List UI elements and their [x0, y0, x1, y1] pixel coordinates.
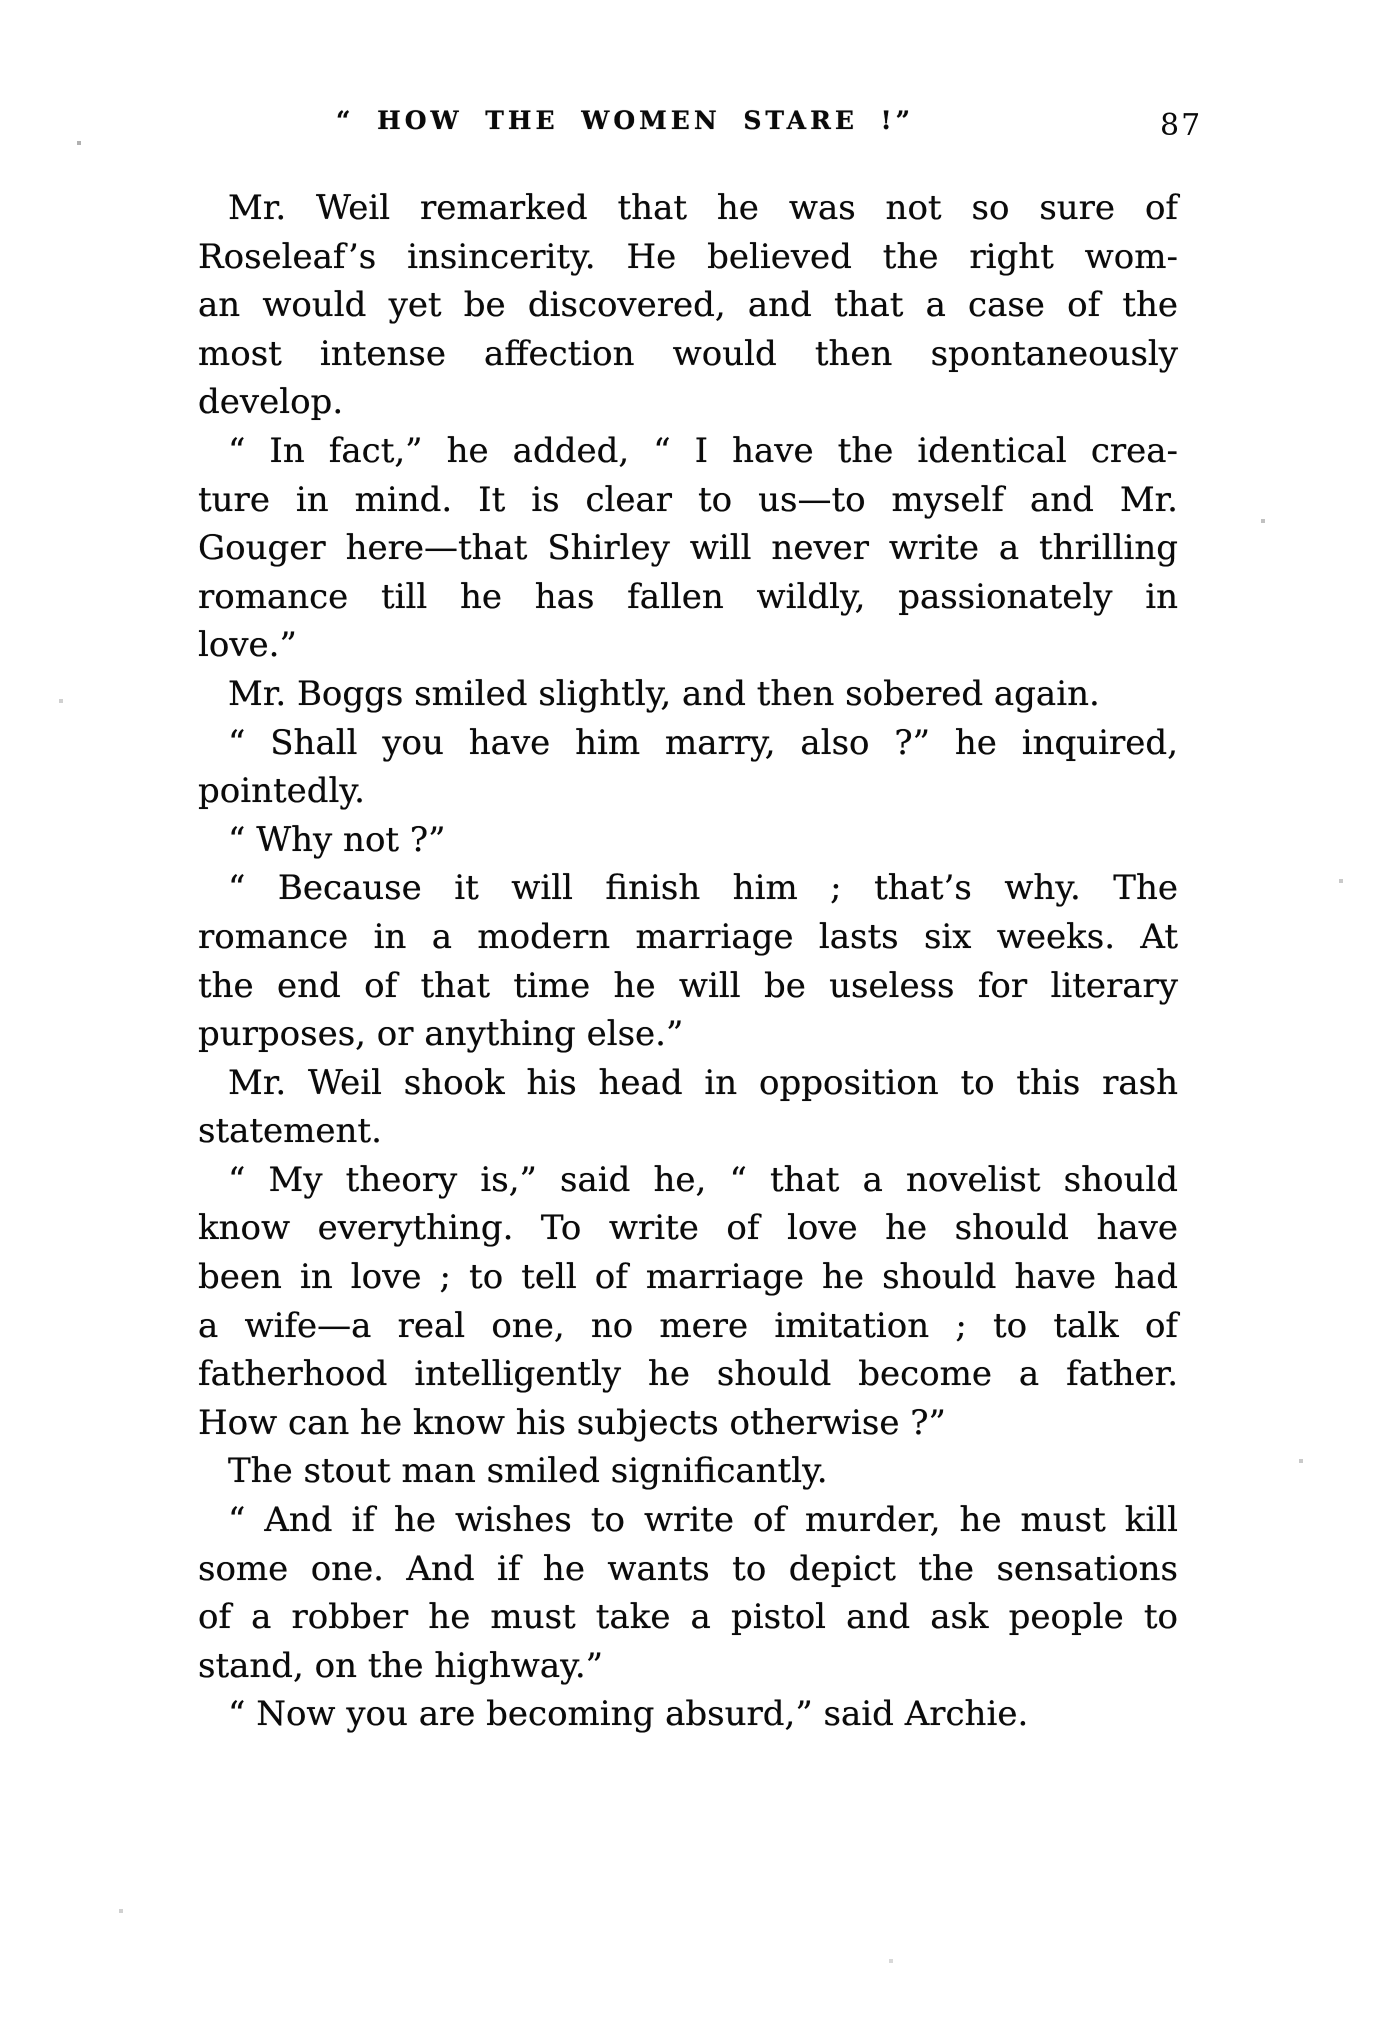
text-line: of a robber he must take a pistol and ask people to — [198, 1597, 1178, 1638]
text-line: romance in a modern marriage lasts six weeks. At — [198, 916, 1178, 957]
text-line: How can he know his subjects otherwise ?” — [198, 1402, 946, 1443]
paragraph — [198, 1496, 1178, 1690]
text-line: “ Now you are becoming absurd,” said Archie. — [228, 1694, 1029, 1735]
text-line: “ And if he wishes to write of murder, he must kill — [228, 1500, 1178, 1541]
page-body — [198, 184, 1178, 1739]
paragraph — [198, 184, 1178, 427]
text-line: “ My theory is,” said he, “ that a novelist should — [228, 1159, 1178, 1200]
text-line: “ In fact,” he added, “ I have the identical crea- — [228, 430, 1178, 471]
text-line: “ Why not ?” — [228, 819, 446, 860]
text-line: “ Because it will finish him ; that’s why. The — [228, 868, 1178, 909]
text-line: stand, on the highway.” — [198, 1645, 604, 1686]
running-head — [0, 106, 1377, 156]
paragraph — [198, 719, 1178, 816]
paragraph — [198, 1690, 1178, 1739]
paragraph — [198, 427, 1178, 670]
paragraph — [198, 1156, 1178, 1448]
text-line: Mr. Weil shook his head in opposition to this rash — [228, 1062, 1178, 1103]
text-line: Mr. Weil remarked that he was not so sure of — [228, 188, 1178, 228]
text-line: Roseleaf’s insincerity. He believed the right wom- — [198, 236, 1178, 277]
text-line: fatherhood intelligently he should become a father. — [198, 1354, 1178, 1395]
text-line: ture in mind. It is clear to us—to myself and Mr. — [198, 479, 1178, 520]
text-line: purposes, or anything else.” — [198, 1014, 684, 1055]
text-line: The stout man smiled significantly. — [228, 1451, 828, 1492]
chapter-running-title: “ HOW THE WOMEN STARE !” — [336, 106, 914, 135]
text-line: most intense affection would then spontaneously — [198, 333, 1178, 374]
text-line: “ Shall you have him marry, also ?” he inquired, — [228, 722, 1178, 763]
text-line: statement. — [198, 1111, 382, 1152]
text-line: been in love ; to tell of marriage he should have had — [198, 1257, 1178, 1298]
text-line: an would yet be discovered, and that a case of the — [198, 285, 1178, 326]
paragraph — [198, 816, 1178, 865]
paragraph — [198, 1447, 1178, 1496]
text-line: love.” — [198, 625, 297, 666]
text-line: some one. And if he wants to depict the sensations — [198, 1548, 1178, 1589]
text-line: romance till he has fallen wildly, passionately in — [198, 576, 1178, 617]
paragraph — [198, 670, 1178, 719]
text-line: a wife—a real one, no mere imitation ; to talk of — [198, 1305, 1178, 1346]
text-line: Gouger here—that Shirley will never write a thrilling — [198, 528, 1178, 569]
scan-speck-decoration — [0, 0, 2, 2]
text-line: Mr. Boggs smiled slightly, and then sobered again. — [228, 673, 1100, 714]
text-line: pointedly. — [198, 771, 365, 812]
paragraph — [198, 864, 1178, 1058]
text-line: the end of that time he will be useless for literary — [198, 965, 1178, 1006]
text-line: know everything. To write of love he should have — [198, 1208, 1178, 1249]
text-line: develop. — [198, 382, 344, 423]
paragraph — [198, 1059, 1178, 1156]
page-number: 87 — [1160, 108, 1203, 143]
